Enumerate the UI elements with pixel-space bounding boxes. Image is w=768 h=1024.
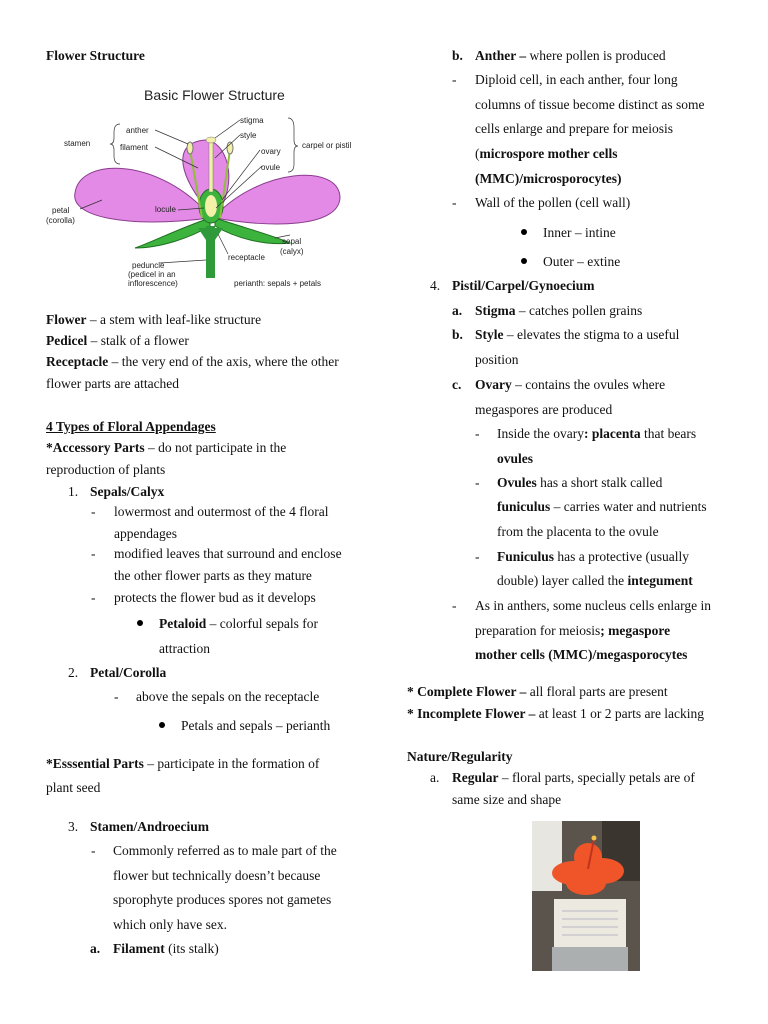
ovary-desc-2-cont: funiculus – carries water and nutrients [497, 499, 707, 514]
stigma-item: Stigma – catches pollen grains [475, 303, 643, 318]
sepals-desc-1-cont: appendages [114, 526, 177, 541]
anther-desc-2: columns of tissue become distinct as some [475, 97, 705, 112]
label-sepal: sepal [282, 237, 302, 246]
ovary-letter: c. [452, 377, 462, 392]
stamen-number: 3. [68, 819, 79, 834]
sepals-number: 1. [68, 484, 79, 499]
label-filament: filament [120, 143, 149, 152]
ovary-desc-4: As in anthers, some nucleus cells enlarge in [475, 598, 711, 613]
def-receptacle: Receptacle – the very end of the axis, where the other [46, 354, 339, 369]
bullet [137, 620, 143, 626]
anther-desc-5: (MMC)/microsporocytes) [475, 171, 622, 186]
essential-parts-cont: plant seed [46, 780, 101, 795]
ovary-item-cont: megaspores are produced [475, 402, 613, 417]
label-corolla: (corolla) [46, 216, 75, 225]
stamen-desc-2: flower but technically doesn’t because [113, 868, 321, 883]
diagram-title: Basic Flower Structure [144, 87, 285, 103]
petal-desc-1: above the sepals on the receptacle [136, 689, 320, 704]
accessory-parts: *Accessory Parts – do not participate in the [46, 440, 287, 455]
def-flower: Flower – a stem with leaf-like structure [46, 312, 262, 327]
ovary-desc-4-cont2: mother cells (MMC)/megasporocytes [475, 647, 688, 662]
label-carpel: carpel or pistil [302, 141, 352, 150]
anther-letter: b. [452, 48, 463, 63]
label-perianth: perianth: sepals + petals [234, 279, 321, 288]
petal-number: 2. [68, 665, 79, 680]
sepals-desc-2-cont: the other flower parts as they mature [114, 568, 312, 583]
stamen-desc-4: which only have sex. [113, 917, 227, 932]
outer-layer: Outer – extine [543, 254, 621, 269]
ovary-item: Ovary – contains the ovules where [475, 377, 666, 392]
types-heading: 4 Types of Floral Appendages [46, 419, 216, 434]
ovary-desc-3: Funiculus has a protective (usually [497, 549, 689, 564]
label-calyx: (calyx) [280, 247, 304, 256]
incomplete-flower: * Incomplete Flower – at least 1 or 2 parts are lacking [407, 706, 705, 721]
receptacle-shape [198, 228, 223, 240]
dash: - [452, 598, 457, 613]
stigma-shape [206, 137, 216, 143]
sepals-desc-2: modified leaves that surround and enclose [114, 546, 342, 561]
anther-desc-1: Diploid cell, in each anther, four long [475, 72, 678, 87]
dash: - [91, 843, 96, 858]
anther-desc-4: (microspore mother cells [475, 146, 618, 161]
label-pedicel: (pedicel in an [128, 270, 176, 279]
def-receptacle-cont: flower parts are attached [46, 376, 180, 391]
inner-layer: Inner – intine [543, 225, 616, 240]
ovary-desc-1: Inside the ovary: placenta that bears [497, 426, 697, 441]
page-title: Flower Structure [46, 48, 145, 63]
petal-title: Petal/Corolla [90, 665, 167, 680]
regular-item: Regular – floral parts, specially petals are of [452, 770, 695, 785]
label-locule: locule [155, 205, 176, 214]
stamen-title: Stamen/Androecium [90, 819, 210, 834]
style-item-cont: position [475, 352, 519, 367]
bullet [521, 258, 527, 264]
ovule-shape [205, 195, 217, 217]
style-letter: b. [452, 327, 463, 342]
ovary-desc-3-cont: double) layer called the integument [497, 573, 693, 588]
filament-item: Filament (its stalk) [113, 941, 219, 956]
dash: - [91, 590, 96, 605]
label-ovule: ovule [261, 163, 281, 172]
dash: - [452, 72, 457, 87]
sepals-title: Sepals/Calyx [90, 484, 165, 499]
label-peduncle: peduncle [132, 261, 165, 270]
bullet [159, 722, 165, 728]
dash: - [114, 689, 119, 704]
ovary-desc-2-cont2: from the placenta to the ovule [497, 524, 659, 539]
label-anther: anther [126, 126, 149, 135]
dash: - [91, 546, 96, 561]
dash: - [475, 426, 480, 441]
nature-heading: Nature/Regularity [407, 749, 513, 764]
petaloid: Petaloid – colorful sepals for [159, 616, 318, 631]
bullet [521, 229, 527, 235]
ovary-desc-2: Ovules has a short stalk called [497, 475, 663, 490]
label-stamen: stamen [64, 139, 91, 148]
dash: - [475, 549, 480, 564]
sepals-desc-3: protects the flower bud as it develops [114, 590, 316, 605]
pistil-number: 4. [430, 278, 441, 293]
petal-right [215, 175, 340, 224]
essential-parts: *Esssential Parts – participate in the formation of [46, 756, 320, 771]
pistil-title: Pistil/Carpel/Gynoecium [452, 278, 595, 293]
label-style: style [240, 131, 257, 140]
regular-letter: a. [430, 770, 440, 785]
dash: - [91, 504, 96, 519]
petal-bullet: Petals and sepals – perianth [181, 718, 331, 733]
anther-desc-6: Wall of the pollen (cell wall) [475, 195, 631, 210]
ovary-desc-4-cont: preparation for meiosis; megaspore [475, 623, 671, 638]
ovary-desc-1-cont: ovules [497, 451, 534, 466]
style-shape [209, 142, 213, 192]
label-stigma: stigma [240, 116, 264, 125]
label-inflorescence: inflorescence) [128, 279, 178, 288]
accessory-parts-cont: reproduction of plants [46, 462, 166, 477]
filament-letter: a. [90, 941, 101, 956]
dash: - [452, 195, 457, 210]
anther-desc-3: cells enlarge and prepare for meiosis [475, 121, 674, 136]
sepal-left [135, 218, 210, 248]
label-ovary: ovary [261, 147, 281, 156]
style-item: Style – elevates the stigma to a useful [475, 327, 680, 342]
stamen-desc-1: Commonly referred as to male part of the [113, 843, 337, 858]
hibiscus-photo [532, 821, 640, 971]
stamen-desc-3: sporophyte produces spores not gametes [113, 892, 332, 907]
label-receptacle: receptacle [228, 253, 265, 262]
regular-item-cont: same size and shape [452, 792, 562, 807]
dash: - [475, 475, 480, 490]
complete-flower: * Complete Flower – all floral parts are present [407, 684, 668, 699]
sepals-desc-1: lowermost and outermost of the 4 floral [114, 504, 329, 519]
petaloid-cont: attraction [159, 641, 210, 656]
anther-item: Anther – where pollen is produced [475, 48, 666, 63]
stigma-letter: a. [452, 303, 463, 318]
label-petal: petal [52, 206, 70, 215]
flower-structure-diagram [40, 78, 370, 298]
def-pedicel: Pedicel – stalk of a flower [46, 333, 189, 348]
